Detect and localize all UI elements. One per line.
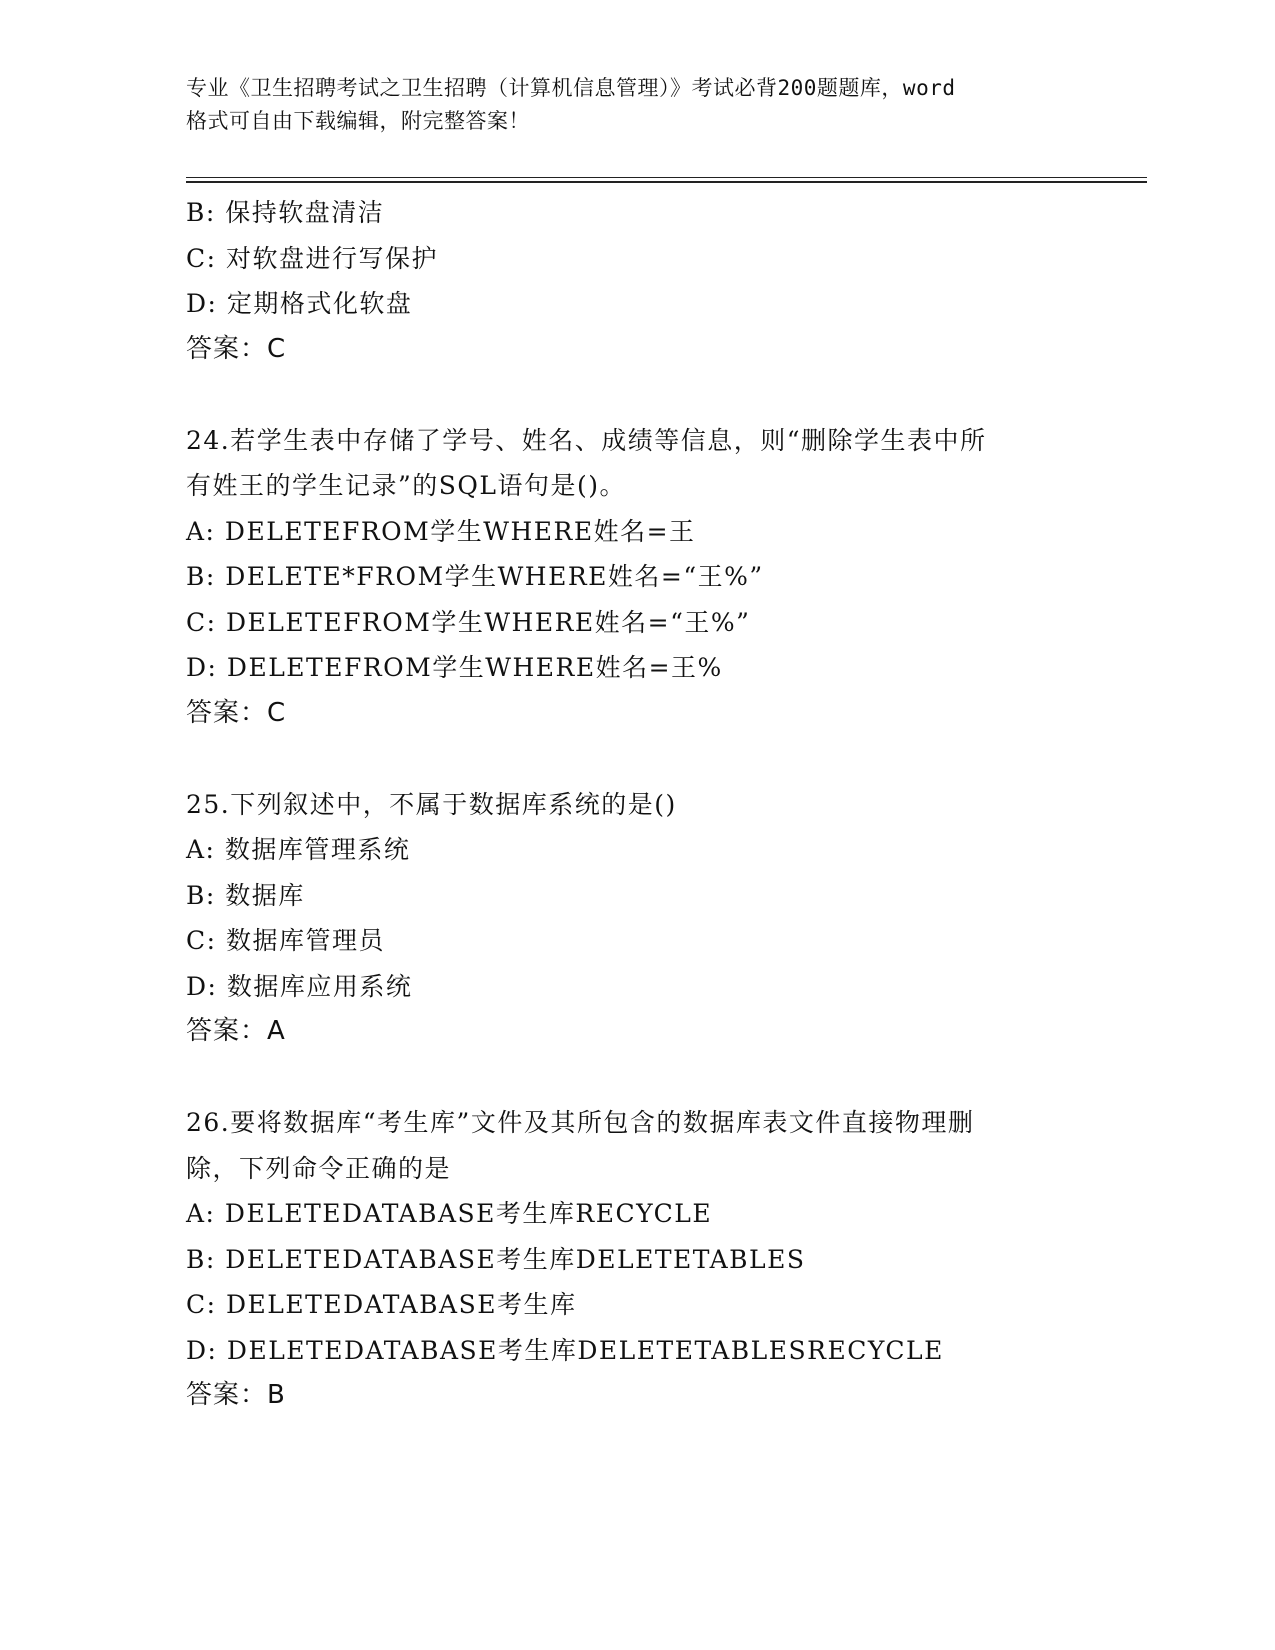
header-line-2: 格式可自由下载编辑，附完整答案！ bbox=[186, 109, 530, 133]
question-stem-continued: 除，下列命令正确的是 bbox=[186, 1153, 452, 1183]
option-d: D: DELETEFROM学生WHERE姓名=王% bbox=[186, 653, 723, 682]
question-list bbox=[186, 190, 1146, 1419]
option-d: D: 数据库应用系统 bbox=[186, 971, 413, 1001]
option-c: C: DELETEFROM学生WHERE姓名=“王%” bbox=[186, 607, 751, 637]
answer-line: 答案：C bbox=[186, 333, 287, 364]
question-spacer bbox=[186, 372, 1146, 418]
option-b: B: DELETEDATABASE考生库DELETETABLES bbox=[186, 1244, 806, 1274]
option-c: C: DELETEDATABASE考生库 bbox=[186, 1290, 577, 1319]
option-b: B: 保持软盘清洁 bbox=[186, 198, 385, 227]
answer-line: 答案：B bbox=[186, 1380, 286, 1410]
header-divider-thick bbox=[186, 181, 1147, 183]
question-stem: 26.要将数据库“考生库”文件及其所包含的数据库表文件直接物理删 bbox=[186, 1108, 975, 1137]
question-stem: 24.若学生表中存储了学号、姓名、成绩等信息，则“删除学生表中所 bbox=[186, 425, 987, 455]
question-24 bbox=[186, 418, 1146, 737]
question-26 bbox=[186, 1100, 1146, 1419]
option-d: D: 定期格式化软盘 bbox=[186, 289, 413, 318]
question-23-partial bbox=[186, 190, 1146, 372]
header-line-1: 专业《卫生招聘考试之卫生招聘（计算机信息管理）》考试必背200题题库，word bbox=[186, 76, 956, 100]
option-a: A: DELETEFROM学生WHERE姓名=王 bbox=[186, 516, 696, 546]
document-header bbox=[186, 72, 1086, 138]
question-25 bbox=[186, 782, 1146, 1055]
question-stem-continued: 有姓王的学生记录”的SQL语句是()。 bbox=[186, 471, 627, 500]
option-d: D: DELETEDATABASE考生库DELETETABLESRECYCLE bbox=[186, 1335, 944, 1365]
option-b: B: DELETE*FROM学生WHERE姓名=“王%” bbox=[186, 562, 764, 591]
answer-line: 答案：A bbox=[186, 1016, 286, 1046]
option-c: C: 对软盘进行写保护 bbox=[186, 243, 438, 273]
question-spacer bbox=[186, 1055, 1146, 1101]
option-a: A: 数据库管理系统 bbox=[186, 835, 411, 864]
option-a: A: DELETEDATABASE考生库RECYCLE bbox=[186, 1199, 713, 1228]
option-c: C: 数据库管理员 bbox=[186, 926, 385, 955]
header-divider-thin bbox=[186, 177, 1147, 178]
answer-line: 答案：C bbox=[186, 697, 287, 728]
option-b: B: 数据库 bbox=[186, 880, 305, 910]
question-stem: 25.下列叙述中，不属于数据库系统的是() bbox=[186, 789, 677, 819]
question-spacer bbox=[186, 736, 1146, 782]
